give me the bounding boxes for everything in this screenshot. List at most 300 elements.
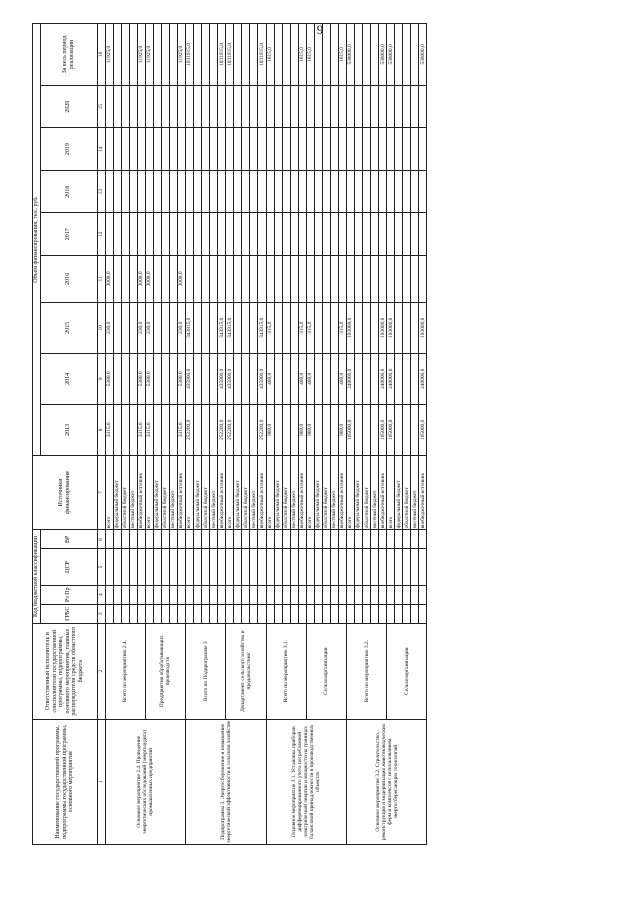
- budget-code-cell: [210, 530, 218, 549]
- budget-code-cell: [419, 604, 427, 623]
- budget-code-cell: [371, 530, 379, 549]
- year-value: 435900,0: [258, 353, 266, 404]
- year-value: [129, 170, 137, 213]
- year-value: [129, 302, 137, 353]
- budget-code-cell: [411, 585, 419, 604]
- budget-code-cell: [282, 530, 290, 549]
- budget-code-cell: [290, 604, 298, 623]
- funding-source: внебюджетный источник: [178, 455, 186, 529]
- year-value: [242, 85, 250, 128]
- year-value: [202, 404, 210, 455]
- budget-code-cell: [194, 585, 202, 604]
- year-value: 343815,0: [226, 302, 234, 353]
- budget-code-cell: [105, 549, 113, 585]
- year-value: 193000,0: [347, 302, 355, 353]
- year-value: 400,0: [306, 353, 314, 404]
- year-value: [226, 255, 234, 302]
- year-value: [178, 170, 186, 213]
- year-value: [145, 213, 153, 256]
- budget-code-cell: [145, 585, 153, 604]
- year-value: [113, 302, 121, 353]
- total-value: [411, 24, 419, 86]
- budget-code-cell: [137, 530, 145, 549]
- year-value: [347, 170, 355, 213]
- header-sources: Источники финансирования: [33, 455, 98, 529]
- responsible-executor: Всего по Подпрограмме 3: [186, 623, 226, 719]
- budget-code-cell: [242, 530, 250, 549]
- year-value: [210, 213, 218, 256]
- budget-code-cell: [338, 604, 346, 623]
- year-value: [387, 213, 395, 256]
- budget-code-cell: [153, 585, 161, 604]
- year-value: [314, 255, 322, 302]
- year-value: [403, 170, 411, 213]
- year-value: [169, 302, 177, 353]
- year-value: [387, 170, 395, 213]
- year-value: [242, 255, 250, 302]
- total-value: [403, 24, 411, 86]
- year-value: 435900,0: [226, 353, 234, 404]
- budget-code-cell: [210, 604, 218, 623]
- year-value: [347, 85, 355, 128]
- year-value: [330, 353, 338, 404]
- year-value: [274, 404, 282, 455]
- year-value: 400,0: [338, 353, 346, 404]
- total-value: [355, 24, 363, 86]
- total-value: [250, 24, 258, 86]
- budget-code-cell: [322, 549, 330, 585]
- year-value: [290, 213, 298, 256]
- budget-code-cell: [258, 530, 266, 549]
- program-name: Основное мероприятие 3.1. Установка приборов дифференцированного учета потребляемой электрической энергии и мощности на границах балансовой принадлежности в производственных объектах: [266, 719, 346, 844]
- budget-code-cell: [314, 549, 322, 585]
- funding-source: внебюджетный источник: [218, 455, 226, 529]
- year-value: [298, 85, 306, 128]
- year-value: [395, 255, 403, 302]
- year-value: [105, 85, 113, 128]
- budget-code-cell: [306, 585, 314, 604]
- year-value: [379, 213, 387, 256]
- budget-code-cell: [169, 549, 177, 585]
- year-value: [121, 128, 129, 171]
- year-value: [234, 255, 242, 302]
- year-value: [234, 213, 242, 256]
- year-value: [242, 128, 250, 171]
- year-value: [226, 128, 234, 171]
- year-value: [282, 302, 290, 353]
- table-row: [105, 24, 113, 845]
- table-row: [347, 24, 355, 845]
- budget-code-cell: [395, 549, 403, 585]
- year-value: 315,0: [306, 302, 314, 353]
- year-value: [242, 170, 250, 213]
- year-value: [161, 85, 169, 128]
- budget-code-cell: [330, 549, 338, 585]
- budget-code-cell: [161, 549, 169, 585]
- year-value: [290, 255, 298, 302]
- year-value: [274, 85, 282, 128]
- year-value: [282, 170, 290, 213]
- budget-code-cell: [322, 530, 330, 549]
- year-value: [298, 213, 306, 256]
- total-value: [129, 24, 137, 86]
- year-value: [186, 128, 194, 171]
- budget-code-cell: [274, 530, 282, 549]
- year-value: [121, 170, 129, 213]
- year-value: [258, 170, 266, 213]
- budget-code-cell: [274, 585, 282, 604]
- year-value: [234, 302, 242, 353]
- column-number: 10: [97, 302, 105, 353]
- budget-code-cell: [371, 585, 379, 604]
- year-value: [153, 404, 161, 455]
- column-number: 3: [97, 604, 105, 623]
- budget-code-cell: [121, 530, 129, 549]
- year-value: [161, 170, 169, 213]
- year-value: 400,0: [298, 353, 306, 404]
- total-value: [242, 24, 250, 86]
- year-value: [161, 213, 169, 256]
- year-value: [411, 85, 419, 128]
- year-value: [379, 128, 387, 171]
- budget-code-cell: [250, 585, 258, 604]
- year-value: 240000,0: [387, 353, 395, 404]
- year-value: 105000,0: [419, 404, 427, 455]
- responsible-executor: Предприятия обрабатывающих производств: [145, 623, 185, 719]
- year-value: 3000,0: [105, 255, 113, 302]
- budget-code-cell: [290, 549, 298, 585]
- year-value: [194, 213, 202, 256]
- budget-code-cell: [330, 604, 338, 623]
- year-value: [266, 85, 274, 128]
- year-value: [274, 213, 282, 256]
- year-value: [355, 404, 363, 455]
- year-value: [169, 170, 177, 213]
- funding-source: федеральный бюджет: [153, 455, 161, 529]
- funding-source: областной бюджет: [242, 455, 250, 529]
- budget-code-cell: [306, 530, 314, 549]
- year-value: [153, 170, 161, 213]
- funding-source: местный бюджет: [210, 455, 218, 529]
- year-value: [403, 128, 411, 171]
- year-value: [121, 255, 129, 302]
- budget-code-cell: [411, 530, 419, 549]
- budget-code-cell: [363, 604, 371, 623]
- funding-source: федеральный бюджет: [234, 455, 242, 529]
- year-value: [186, 170, 194, 213]
- program-name: Основное мероприятие 2.4. Проведение энергетических обследований (энергоаудита) промышленных предприятий: [105, 719, 185, 844]
- year-value: [145, 85, 153, 128]
- year-value: [121, 85, 129, 128]
- total-value: 1031915,0: [218, 24, 226, 86]
- total-value: [371, 24, 379, 86]
- year-value: [202, 85, 210, 128]
- budget-code-cell: [113, 585, 121, 604]
- year-value: [306, 85, 314, 128]
- year-value: [250, 353, 258, 404]
- year-value: 5380,0: [178, 353, 186, 404]
- year-value: [411, 255, 419, 302]
- budget-code-cell: [234, 530, 242, 549]
- year-value: 230,0: [105, 302, 113, 353]
- budget-code-cell: [347, 530, 355, 549]
- budget-code-cell: [379, 604, 387, 623]
- budget-code-cell: [355, 549, 363, 585]
- year-value: [121, 213, 129, 256]
- budget-code-cell: [137, 549, 145, 585]
- year-value: [282, 128, 290, 171]
- total-value: [314, 24, 322, 86]
- year-value: [218, 213, 226, 256]
- program-name: Основное мероприятие 3.2. Строительство, реконструкция и модернизация животноводческих ферм и комплексов с использованием энергосберегающих технологий: [347, 719, 427, 844]
- year-value: [218, 85, 226, 128]
- budget-code-cell: [129, 604, 137, 623]
- year-value: [371, 170, 379, 213]
- year-value: [322, 255, 330, 302]
- year-value: [338, 128, 346, 171]
- year-value: [411, 353, 419, 404]
- year-value: [186, 213, 194, 256]
- year-value: 105000,0: [387, 404, 395, 455]
- year-value: [169, 213, 177, 256]
- year-value: 435900,0: [186, 353, 194, 404]
- year-value: [258, 213, 266, 256]
- budget-code-cell: [322, 604, 330, 623]
- year-value: [379, 255, 387, 302]
- budget-code-cell: [234, 604, 242, 623]
- total-value: 1031915,0: [258, 24, 266, 86]
- header-responsible: Ответственный исполнитель и соисполнители государственной программы, подпрограммы, основного мероприятия, главные распорядители средств областного бюджета: [33, 623, 98, 719]
- budget-code-cell: [338, 530, 346, 549]
- year-value: [226, 213, 234, 256]
- header-year: 2014: [40, 353, 97, 404]
- budget-code-cell: [129, 585, 137, 604]
- year-value: [355, 213, 363, 256]
- year-value: [250, 85, 258, 128]
- year-value: [403, 302, 411, 353]
- year-value: [258, 255, 266, 302]
- year-value: [153, 213, 161, 256]
- year-value: [282, 353, 290, 404]
- year-value: 240000,0: [347, 353, 355, 404]
- budget-code-cell: [298, 604, 306, 623]
- budget-code-cell: [411, 549, 419, 585]
- year-value: [338, 213, 346, 256]
- year-value: [338, 85, 346, 128]
- budget-code-cell: [282, 549, 290, 585]
- funding-source: федеральный бюджет: [274, 455, 282, 529]
- funding-source: местный бюджет: [250, 455, 258, 529]
- funding-source: внебюджетный источник: [379, 455, 387, 529]
- funding-source: областной бюджет: [403, 455, 411, 529]
- year-value: [322, 213, 330, 256]
- year-value: [322, 128, 330, 171]
- year-value: [306, 213, 314, 256]
- responsible-executor: Всего по мероприятию 3.2.: [347, 623, 387, 719]
- year-value: [202, 353, 210, 404]
- budget-code-cell: [194, 604, 202, 623]
- total-value: 11925,0: [137, 24, 145, 86]
- total-value: 538000,0: [387, 24, 395, 86]
- year-value: [202, 302, 210, 353]
- budget-code-cell: [226, 604, 234, 623]
- year-value: [169, 128, 177, 171]
- total-value: [121, 24, 129, 86]
- total-value: [395, 24, 403, 86]
- year-value: [178, 85, 186, 128]
- column-number: 4: [97, 585, 105, 604]
- budget-code-cell: [355, 604, 363, 623]
- budget-code-cell: [186, 604, 194, 623]
- funding-source: областной бюджет: [363, 455, 371, 529]
- year-value: [298, 255, 306, 302]
- year-value: [347, 128, 355, 171]
- budget-code-cell: [298, 549, 306, 585]
- year-value: [347, 213, 355, 256]
- budget-code-cell: [202, 549, 210, 585]
- year-value: [363, 85, 371, 128]
- header-year: 2016: [40, 255, 97, 302]
- budget-code-cell: [105, 585, 113, 604]
- year-value: [355, 85, 363, 128]
- year-value: [355, 353, 363, 404]
- year-value: [218, 128, 226, 171]
- budget-code-cell: [210, 549, 218, 585]
- budget-code-cell: [379, 585, 387, 604]
- year-value: 3315,0: [178, 404, 186, 455]
- budget-code-cell: [169, 604, 177, 623]
- year-value: [403, 255, 411, 302]
- funding-source: федеральный бюджет: [395, 455, 403, 529]
- total-value: 538000,0: [419, 24, 427, 86]
- year-value: 315,0: [266, 302, 274, 353]
- year-value: [371, 255, 379, 302]
- year-value: [234, 353, 242, 404]
- year-value: [210, 128, 218, 171]
- year-value: [153, 302, 161, 353]
- budget-code-cell: [355, 585, 363, 604]
- budget-code-cell: [161, 604, 169, 623]
- year-value: [282, 404, 290, 455]
- budget-code-cell: [290, 585, 298, 604]
- budget-code-cell: [202, 530, 210, 549]
- header-year: 2019: [40, 128, 97, 171]
- year-value: [322, 170, 330, 213]
- budget-code-cell: [363, 549, 371, 585]
- year-value: 5380,0: [137, 353, 145, 404]
- year-value: [250, 302, 258, 353]
- header-budget-code: Код бюджетной классификации: [33, 530, 41, 624]
- year-value: [411, 128, 419, 171]
- year-value: [314, 85, 322, 128]
- budget-code-cell: [419, 530, 427, 549]
- budget-code-cell: [338, 585, 346, 604]
- year-value: [202, 170, 210, 213]
- funding-source: всего: [266, 455, 274, 529]
- year-value: [242, 213, 250, 256]
- year-value: [169, 255, 177, 302]
- year-value: [371, 302, 379, 353]
- total-value: [234, 24, 242, 86]
- year-value: [371, 353, 379, 404]
- budget-code-cell: [314, 530, 322, 549]
- year-value: [314, 404, 322, 455]
- budget-code-cell: [161, 530, 169, 549]
- budget-code-cell: [250, 549, 258, 585]
- total-value: 11925,0: [145, 24, 153, 86]
- year-value: [274, 170, 282, 213]
- year-value: [411, 404, 419, 455]
- funding-source: местный бюджет: [290, 455, 298, 529]
- total-value: 1031915,0: [226, 24, 234, 86]
- year-value: [210, 404, 218, 455]
- year-value: [234, 170, 242, 213]
- budget-code-cell: [105, 604, 113, 623]
- year-value: [330, 128, 338, 171]
- budget-code-cell: [218, 585, 226, 604]
- year-value: 343815,0: [186, 302, 194, 353]
- year-value: [169, 85, 177, 128]
- year-value: 3315,0: [105, 404, 113, 455]
- year-value: [202, 128, 210, 171]
- header-volume: Объем финансирования, тыс. руб.: [33, 24, 41, 456]
- budget-code-cell: [395, 604, 403, 623]
- total-value: 1615,0: [298, 24, 306, 86]
- total-value: 11925,0: [105, 24, 113, 86]
- year-value: [290, 128, 298, 171]
- year-value: [355, 302, 363, 353]
- budget-code-cell: [234, 549, 242, 585]
- budget-code-cell: [298, 530, 306, 549]
- total-value: 1615,0: [306, 24, 314, 86]
- year-value: [218, 170, 226, 213]
- funding-source: местный бюджет: [371, 455, 379, 529]
- funding-source: областной бюджет: [121, 455, 129, 529]
- year-value: [178, 213, 186, 256]
- year-value: [242, 404, 250, 455]
- budget-code-cell: [194, 549, 202, 585]
- column-number: 8: [97, 404, 105, 455]
- year-value: [282, 213, 290, 256]
- total-value: [161, 24, 169, 86]
- budget-code-cell: [379, 549, 387, 585]
- budget-code-cell: [371, 549, 379, 585]
- year-value: [387, 85, 395, 128]
- total-value: [330, 24, 338, 86]
- year-value: [338, 255, 346, 302]
- header-vr: ВР: [40, 530, 97, 549]
- column-number: 1: [97, 719, 105, 844]
- total-value: 1031915,0: [186, 24, 194, 86]
- year-value: [411, 302, 419, 353]
- column-number: 6: [97, 530, 105, 549]
- funding-source: всего: [186, 455, 194, 529]
- year-value: [330, 170, 338, 213]
- year-value: 3315,0: [145, 404, 153, 455]
- total-value: [274, 24, 282, 86]
- year-value: [129, 255, 137, 302]
- funding-source: всего: [306, 455, 314, 529]
- funding-source: местный бюджет: [330, 455, 338, 529]
- budget-code-cell: [153, 530, 161, 549]
- year-value: 900,0: [338, 404, 346, 455]
- budget-code-cell: [202, 585, 210, 604]
- year-value: [363, 213, 371, 256]
- budget-code-cell: [145, 604, 153, 623]
- year-value: [387, 128, 395, 171]
- budget-code-cell: [266, 530, 274, 549]
- year-value: [113, 255, 121, 302]
